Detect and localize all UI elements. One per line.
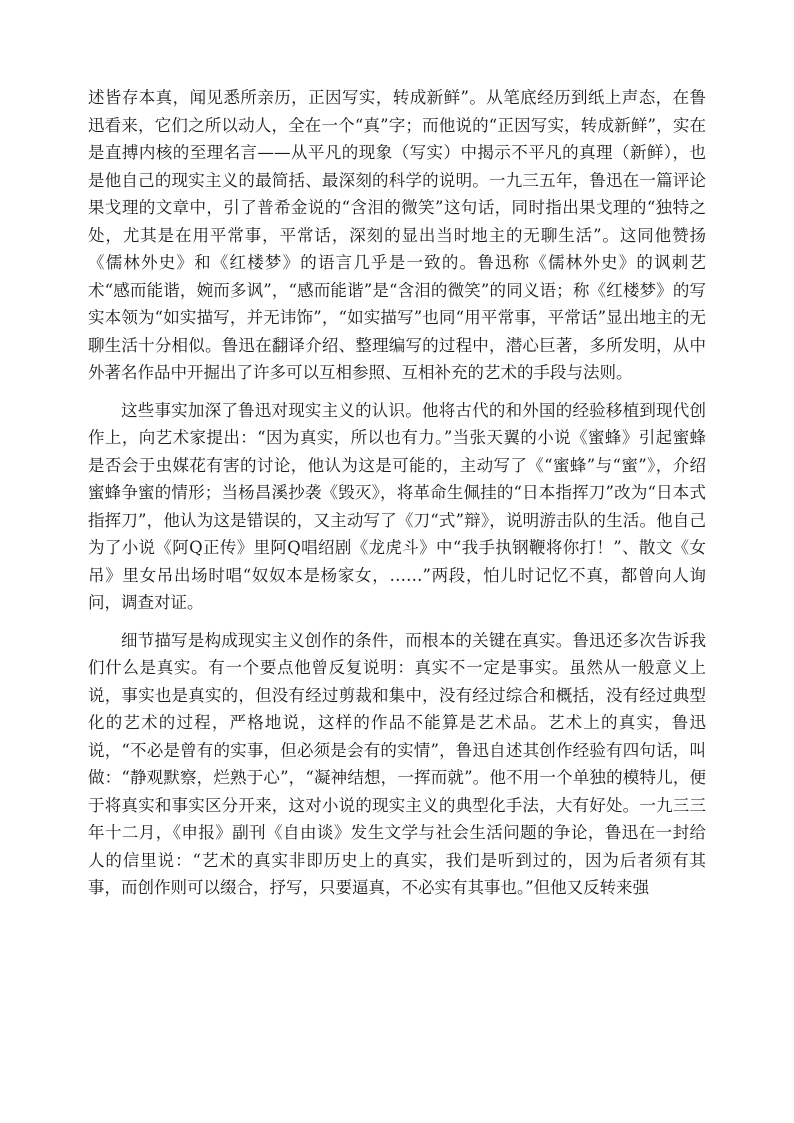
paragraph-3: 细节描写是构成现实主义创作的条件，而根本的关键在真实。鲁迅还多次告诉我们什么是真实。有一个要点他曾反复说明：真实不一定是事实。虽然从一般意义上说，事实也是真实的，但没有经过剪裁和集中，没有经过综合和概括，没有经过典型化的艺术的过程，严格地说，这样的作品不能算是艺术品。艺术上的真实，鲁迅说，“不必是曾有的实事，但必须是会有的实情”，鲁迅自述其创作经验有四句话，叫做：“静观默察，烂熟于心”，“凝神结想，一挥而就”。他不用一个单独的模特儿，便于将真实和事实区分开来，这对小说的现实主义的典型化手法，大有好处。一九三三年十二月，《申报》副刊《自由谈》发生文学与社会生活问题的争论，鲁迅在一封给人的信里说：“艺术的真实非即历史上的真实，我们是听到过的，因为后者须有其事，而创作则可以缀合，抒写，只要逼真，不必实有其事也。”但他又反转来强 [88, 630, 706, 897]
paragraph-1: 述皆存本真，闻见悉所亲历，正因写实，转成新鲜”。从笔底经历到纸上声态，在鲁迅看来，它们之所以动人，全在一个“真”字；而他说的“正因写实，转成新鲜”，实在是直搏内核的至理名言——从平凡的现象（写实）中揭示不平凡的真理（新鲜），也是他自己的现实主义的最简括、最深刻的科学的说明。一九三五年，鲁迅在一篇评论果戈理的文章中，引了普希金说的“含泪的微笑”这句话，同时指出果戈理的“独特之处，尤其是在用平常事，平常话，深刻的显出当时地主的无聊生活”。这同他赞扬《儒林外史》和《红楼梦》的语言几乎是一致的。鲁迅称《儒林外史》的讽刺艺术“感而能谐，婉而多讽”，“感而能谐”是“含泪的微笑”的同义语；称《红楼梦》的写实本领为“如实描写，并无讳饰”，“如实描写”也同“用平常事，平常话”显出地主的无聊生活十分相似。鲁迅在翻译介绍、整理编写的过程中，潜心巨著，多所发明，从中外著名作品中开掘出了许多可以互相参照、互相补充的艺术的手段与法则。 [88, 88, 706, 382]
paragraph-2: 这些事实加深了鲁迅对现实主义的认识。他将古代的和外国的经验移植到现代创作上，向艺术家提出：“因为真实，所以也有力。”当张天翼的小说《蜜蜂》引起蜜蜂是否会于虫媒花有害的讨论，他认为这是可能的，主动写了《“蜜蜂”与“蜜”》，介绍蜜蜂争蜜的情形；当杨昌溪抄袭《毁灭》，将革命生佩挂的“日本指挥刀”改为“日本式指挥刀”，他认为这是错误的，又主动写了《刀“式”辩》，说明游击队的生活。他自己为了小说《阿Q正传》里阿Q唱绍剧《龙虎斗》中“我手执钢鞭将你打！”、散文《女吊》里女吊出场时唱“奴奴本是杨家女，……”两段，怕儿时记忆不真，都曾向人询问，调查对证。 [88, 400, 706, 612]
article-body [88, 84, 706, 912]
